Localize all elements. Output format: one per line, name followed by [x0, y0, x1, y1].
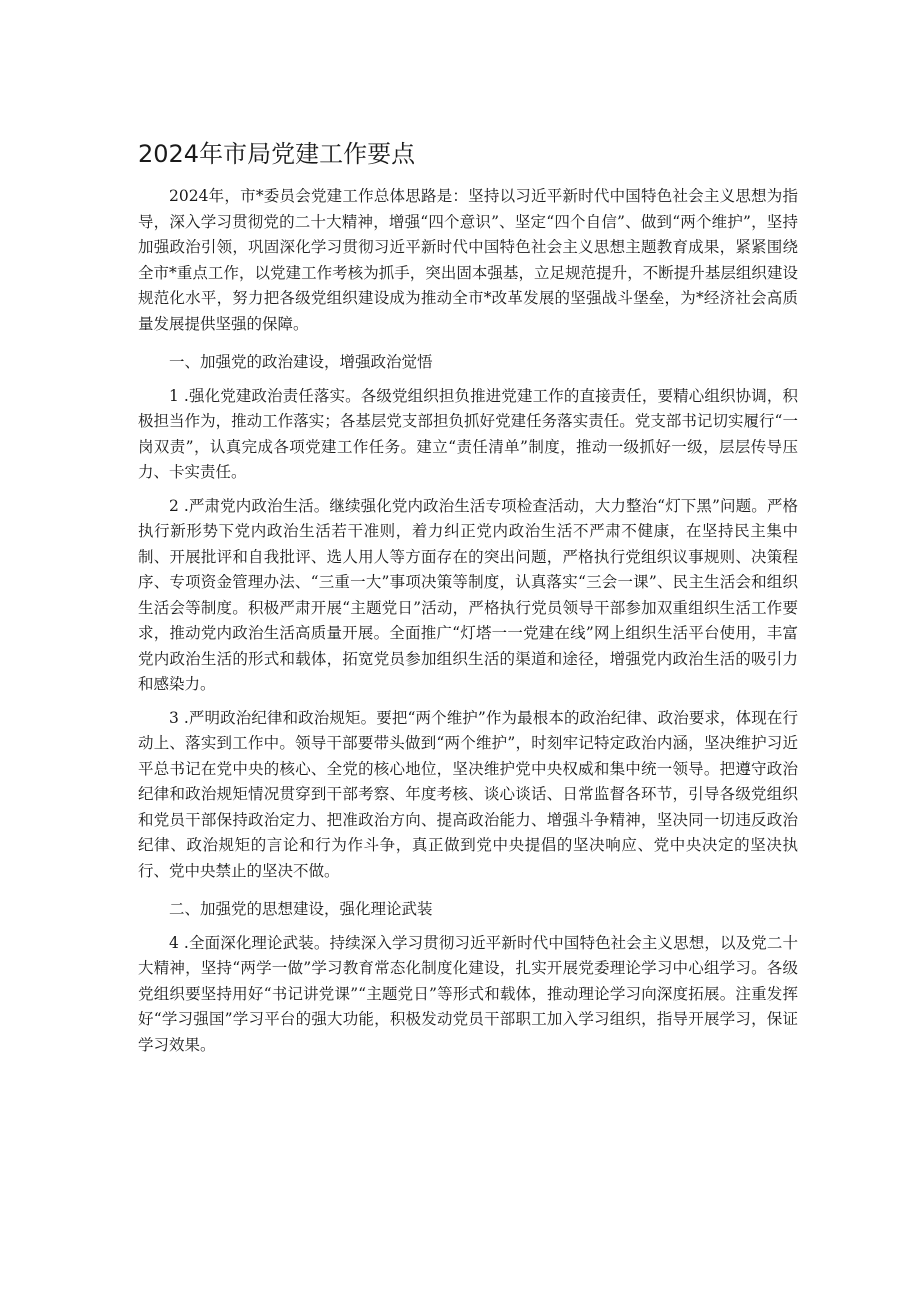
- item-1-paragraph: 1 .强化党建政治责任落实。各级党组织担负推进党建工作的直接责任，要精心组织协调，积极担当作为，推动工作落实；各基层党支部担负抓好党建任务落实责任。党支部书记切实履行“一岗双责”，认真完成各项党建工作任务。建立“责任清单”制度，推动一级抓好一级，层层传导压力、卡实责任。: [138, 386, 798, 481]
- item-2-paragraph: 2 .严肃党内政治生活。继续强化党内政治生活专项检查活动，大力整治“灯下黑”问题。严格执行新形势下党内政治生活若干准则，着力纠正党内政治生活不严肃不健康，在坚持民主集中制、开展批评和自我批评、选人用人等方面存在的突出问题，严格执行党组织议事规则、决策程序、专项资金管理办法、“三重一大”事项决策等制度，认真落实“三会一课”、民主生活会和组织生活会等制度。积极严肃开展“主题党日”活动，严格执行党员领导干部参加双重组织生活工作要求，推动党内政治生活高质量开展。全面推广“灯塔一一党建在线”网上组织生活平台使用，丰富党内政治生活的形式和载体，拓宽党员参加组织生活的渠道和途径，增强党内政治生活的吸引力和感染力。: [138, 496, 798, 693]
- section-heading-1: 一、加强党的政治建设，增强政治觉悟: [169, 353, 433, 371]
- document-title: 2024年市局党建工作要点: [138, 140, 416, 168]
- document-body: [138, 184, 798, 1058]
- item-4-paragraph: 4 .全面深化理论武装。持续深入学习贯彻习近平新时代中国特色社会主义思想，以及党二十大精神，坚持“两学一做”学习教育常态化制度化建设，扎实开展党委理论学习中心组学习。各级党组织要坚持用好“书记讲党课”“主题党日”等形式和载体，推动理论学习向深度拓展。注重发挥好“学习强国”学习平台的强大功能，积极发动党员干部职工加入学习组织，指导开展学习，保证学习效果。: [138, 933, 798, 1054]
- intro-paragraph: 2024年，市*委员会党建工作总体思路是：坚持以习近平新时代中国特色社会主义思想为指导，深入学习贯彻党的二十大精神，增强“四个意识”、坚定“四个自信”、做到“两个维护”，坚持加强政治引领，巩固深化学习贯彻习近平新时代中国特色社会主义思想主题教育成果，紧紧围绕全市*重点工作，以党建工作考核为抓手，突出固本强基，立足规范提升，不断提升基层组织建设规范化水平，努力把各级党组织建设成为推动全市*改革发展的坚强战斗堡垒，为*经济社会高质量发展提供坚强的保障。: [138, 187, 798, 333]
- item-3-paragraph: 3 .严明政治纪律和政治规矩。要把“两个维护”作为最根本的政治纪律、政治要求，体现在行动上、落实到工作中。领导干部要带头做到“两个维护”，时刻牢记特定政治内涵，坚决维护习近平总书记在党中央的核心、全党的核心地位，坚决维护党中央权威和集中统一领导。把遵守政治纪律和政治规矩情况贯穿到干部考察、年度考核、谈心谈话、日常监督各环节，引导各级党组织和党员干部保持政治定力、把准政治方向、提高政治能力、增强斗争精神，坚决同一切违反政治纪律、政治规矩的言论和行为作斗争，真正做到党中央提倡的坚决响应、党中央决定的坚决执行、党中央禁止的坚决不做。: [138, 708, 798, 880]
- section-heading-2: 二、加强党的思想建设，强化理论武装: [169, 900, 433, 918]
